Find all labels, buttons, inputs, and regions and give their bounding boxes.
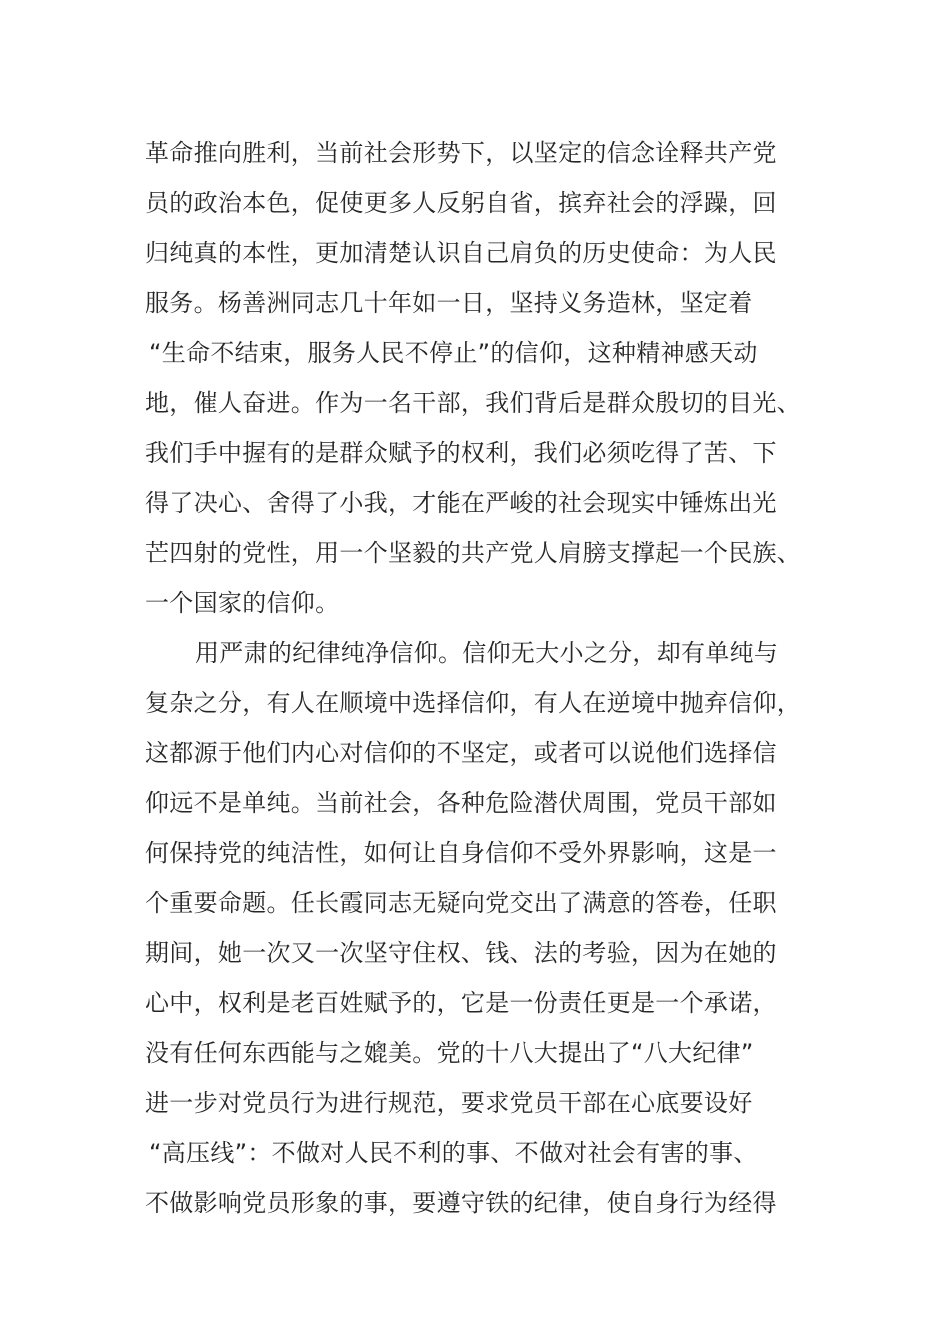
text-line: 员的政治本色，促使更多人反躬自省，摈弃社会的浮躁，回	[145, 189, 777, 217]
text-line: 不做影响党员形象的事，要遵守铁的纪律，使自身行为经得	[145, 1189, 777, 1217]
text-line: 心中，权利是老百姓赋予的，它是一份责任更是一个承诺，	[145, 989, 777, 1017]
text-line: 芒四射的党性，用一个坚毅的共产党人肩膀支撑起一个民族、	[145, 539, 802, 567]
text-line: 仰远不是单纯。当前社会，各种危险潜伏周围，党员干部如	[145, 789, 777, 817]
text-line: 革命推向胜利，当前社会形势下，以坚定的信念诠释共产党	[145, 139, 777, 167]
text-line: 期间，她一次又一次坚守住权、钱、法的考验，因为在她的	[145, 939, 777, 967]
text-line: 一个国家的信仰。	[145, 589, 340, 617]
text-line: 我们手中握有的是群众赋予的权利，我们必须吃得了苦、下	[145, 439, 777, 467]
text-line: 地，催人奋进。作为一名干部，我们背后是群众殷切的目光、	[145, 389, 802, 417]
paragraph-start-line: 用严肃的纪律纯净信仰。信仰无大小之分，却有单纯与	[195, 639, 779, 667]
text-line: “高压线”：不做对人民不利的事、不做对社会有害的事、	[149, 1139, 758, 1167]
text-line: 得了决心、舍得了小我，才能在严峻的社会现实中锤炼出光	[145, 489, 777, 517]
text-line: 复杂之分，有人在顺境中选择信仰，有人在逆境中抛弃信仰，	[145, 689, 802, 717]
text-line: 个重要命题。任长霞同志无疑向党交出了满意的答卷，任职	[145, 889, 777, 917]
text-line: 归纯真的本性，更加清楚认识自己肩负的历史使命：为人民	[145, 239, 777, 267]
text-line: 进一步对党员行为进行规范，要求党员干部在心底要设好	[145, 1089, 753, 1117]
body-text	[145, 128, 825, 1228]
text-line: “生命不结束，服务人民不停止”的信仰，这种精神感天动	[149, 339, 758, 367]
text-line: 服务。杨善洲同志几十年如一日，坚持义务造林，坚定着	[145, 289, 753, 317]
text-line: 这都源于他们内心对信仰的不坚定，或者可以说他们选择信	[145, 739, 777, 767]
text-line: 没有任何东西能与之媲美。党的十八大提出了“八大纪律”	[145, 1039, 754, 1067]
text-line: 何保持党的纯洁性，如何让自身信仰不受外界影响，这是一	[145, 839, 777, 867]
